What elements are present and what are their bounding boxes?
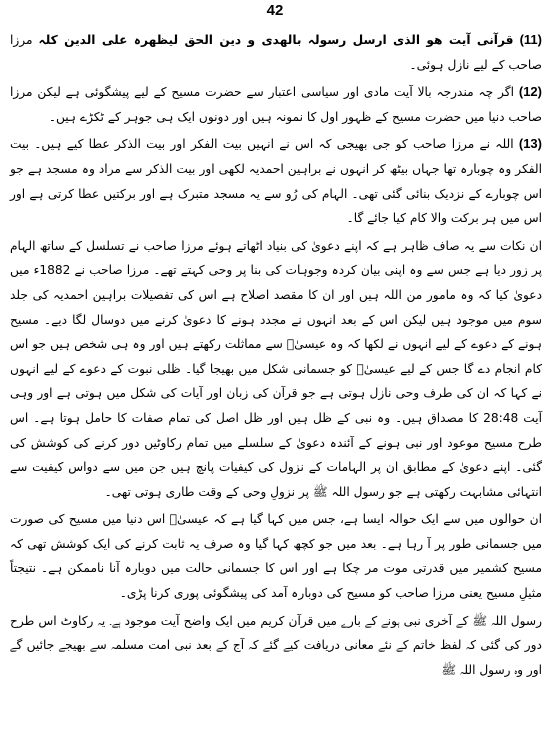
page-number: 42	[266, 2, 284, 19]
paragraph-number: (12)	[518, 84, 543, 100]
paragraph-11	[10, 28, 542, 77]
paragraph-number: (13)	[518, 136, 542, 152]
paragraph-12	[10, 80, 542, 129]
paragraph-text: اللہ نے مرزا صاحب کو جی بھیجی کہ اس نے انہیں بیت الفکر اور بیت الذکر عطا کیے ہیں۔ بیت الفکر وہ چوبارہ تھا جہاں بیٹھ کر انہوں نے براہین احمدیہ لکھی اور بیت الذکر سے مراد وہ مسجد ہے جو اس چوبارے کے نزدیک بنائی گئی تھی۔ الہام کی رُو سے یہ مسجد متبرک ہے اور برکتیں عطا کرتی ہے اور اس میں ہر برکت والا کام کیا جائے گا۔	[10, 137, 542, 226]
body-paragraph: ان نکات سے یہ صاف ظاہر ہے کہ اپنے دعویٰ کی بنیاد اٹھاتے ہوئے مرزا صاحب نے تسلسل کے ساتھ الہام پر زور دیا ہے جس سے وہ اپنی بیان کردہ وجوہات کی بنا پر وحی کہتے تھے۔ مرزا صاحب نے 1882ء میں دعویٰ کیا کہ وہ مامور من اللہ ہیں اور ان کا مقصد اصلاح ہے اس کی تفصیلات براہین احمدیہ کی جلد سوم میں موجود ہیں لیکن اس کے بعد انہوں نے مجدد ہونے کا دعویٰ کرنے میں دوسال لگا دیے۔ مسیح ہونے کے دعوے کے لیے انہوں نے لکھا کہ وہ عیسیٰؑ سے مماثلت رکھتے ہیں اور وہ ہی شخص ہیں جو اس کام انجام دے گا جس کے لیے عیسیٰؑ کو جسمانی شکل میں بھیجا گیا۔ ظلی نبوت کے دعوے کے لیے انہوں نے کہا کہ ان کی طرف وحی نازل ہوتی ہے جو قرآن کی زبان اور آیات کی شکل میں ہوتی ہے اور وہی آیت 28:48 کا مصداق ہیں۔ وہ نبی کے ظل ہیں اور ظل اصل کی تمام صفات کا حامل ہوتا ہے۔ اس طرح مسیح موعود اور نبی ہونے کے آئندہ دعویٰ کے سلسلے میں تمام رکاوٹیں دور کرنے کی کوشش کی گئی۔ اپنے دعویٰ کے مطابق ان پر الہامات کے نزول کی کیفیات پانچ ہیں جن میں سے دواس کیفیت سے انتہائی مشابہت رکھتی ہے جو رسول اللہ ﷺ پر نزولِ وحی کے وقت طاری ہوتی تھی۔	[10, 238, 543, 499]
paragraph-13	[10, 132, 542, 230]
paragraph-text: مرزا صاحب کے لیے نازل ہوئی۔	[10, 33, 542, 72]
body-paragraph: ان حوالوں میں سے ایک حوالہ ایسا ہے، جس میں کہا گیا ہے کہ عیسیٰؑ اس دنیا میں مسیح کی صورت میں جسمانی طور پر آ رہا ہے۔ بعد میں جو کچھ کہا گیا وہ صرف یہ ثابت کرنے کی ایک کوشش تھی کہ مسیح کشمیر میں قدرتی موت مر چکا ہے اور اس کا جسمانی حالت میں دوبارہ آنا ناممکن ہے۔ نتیجتاً مثیلِ مسیح یعنی مرزا صاحب کو مسیح کی دوبارہ آمد کی پیشگوئی پوری کرنا پڑی۔	[10, 512, 542, 601]
body-paragraph: رسول اللہ ﷺ کے آخری نبی ہونے کے بارے میں قرآن کریم میں ایک واضح آیت موجود ہے۔ یہ رکاوٹ اس طرح دور کی گئی کہ لفظ خاتم کے نئے معانی دریافت کیے گئے کہ آج کے بعد نبی امت مسلمہ سے بھیجے جائیں گے اور وہ رسول اللہ ﷺ	[10, 613, 542, 677]
paragraph-number: (11)	[519, 32, 542, 47]
quran-verse: قرآنی آیت ھو الذی ارسل رسولہ بالھدی و دین الحق لیظھرہ علی الدین کلہ	[38, 33, 514, 47]
paragraph-text: اگر چہ مندرجہ بالا آیت مادی اور سیاسی اعتبار سے حضرت مسیح کے لیے پیشگوئی ہے لیکن مرزا صاحب دنیا میں حضرت مسیح کے ظہور اول کا نمونہ ہیں اور دونوں ایک ہی جوہر کے ٹکڑے ہیں۔	[10, 85, 542, 124]
page-body	[10, 28, 542, 682]
